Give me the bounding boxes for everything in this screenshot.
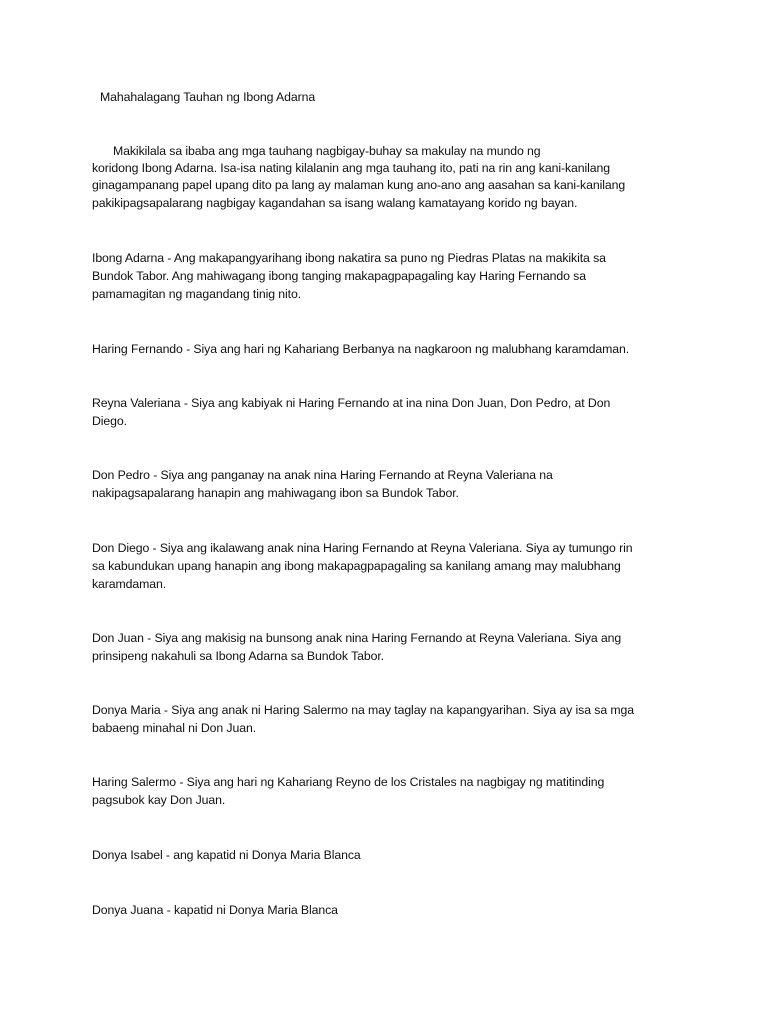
character-line: babaeng minahal ni Don Juan. (92, 721, 257, 735)
character-line: sa kabundukan upang hanapin ang ibong makapagpapagaling sa kanilang amang may malubhang (92, 559, 621, 573)
character-line: karamdaman. (92, 577, 167, 591)
character-line: Don Pedro - Siya ang panganay na anak nina Haring Fernando at Reyna Valeriana na (92, 468, 553, 482)
character-line: Donya Isabel - ang kapatid ni Donya Maria Blanca (92, 848, 361, 862)
character-line: Haring Fernando - Siya ang hari ng Kahariang Berbanya na nagkaroon ng malubhang karamdaman. (92, 342, 630, 356)
character-line: prinsipeng nakahuli sa Ibong Adarna sa Bundok Tabor. (92, 649, 384, 663)
character-line: Donya Juana - kapatid ni Donya Maria Blanca (92, 903, 338, 917)
character-line: Don Diego - Siya ang ikalawang anak nina Haring Fernando at Reyna Valeriana. Siya ay tumungo rin (92, 541, 633, 555)
intro-line: pakikipagsapalarang nagbigay kagandahan sa isang walang kamatayang korido ng bayan. (92, 196, 578, 210)
character-line: Diego. (92, 414, 127, 428)
character-line: pamamagitan ng magandang tinig nito. (92, 287, 302, 301)
intro-line: Makikilala sa ibaba ang mga tauhang nagbigay-buhay sa makulay na mundo ng (113, 144, 541, 158)
intro-line: koridong Ibong Adarna. Isa-isa nating kilalanin ang mga tauhang ito, pati na rin ang kani-kanilang (92, 161, 610, 175)
intro-line: ginagampanang papel upang dito pa lang ay malaman kung ano-ano ang aasahan sa kani-kanilang (92, 178, 626, 192)
character-line: Donya Maria - Siya ang anak ni Haring Salermo na may taglay na kapangyarihan. Siya ay isa sa mga (92, 703, 635, 717)
character-line: nakipagsapalarang hanapin ang mahiwagang ibon sa Bundok Tabor. (92, 486, 459, 500)
character-line: Bundok Tabor. Ang mahiwagang ibong tanging makapagpapagaling kay Haring Fernando sa (92, 269, 586, 283)
character-line: Don Juan - Siya ang makisig na bunsong anak nina Haring Fernando at Reyna Valeriana. Siya ang (92, 631, 622, 645)
character-line: Haring Salermo - Siya ang hari ng Kahariang Reyno de los Cristales na nagbigay ng matitinding (92, 775, 605, 789)
character-line: Ibong Adarna - Ang makapangyarihang ibong nakatira sa puno ng Piedras Platas na makikita sa (92, 251, 606, 265)
document-title: Mahahalagang Tauhan ng Ibong Adarna (100, 90, 316, 104)
character-line: Reyna Valeriana - Siya ang kabiyak ni Haring Fernando at ina nina Don Juan, Don Pedro, at Don (92, 396, 611, 410)
character-line: pagsubok kay Don Juan. (92, 793, 226, 807)
